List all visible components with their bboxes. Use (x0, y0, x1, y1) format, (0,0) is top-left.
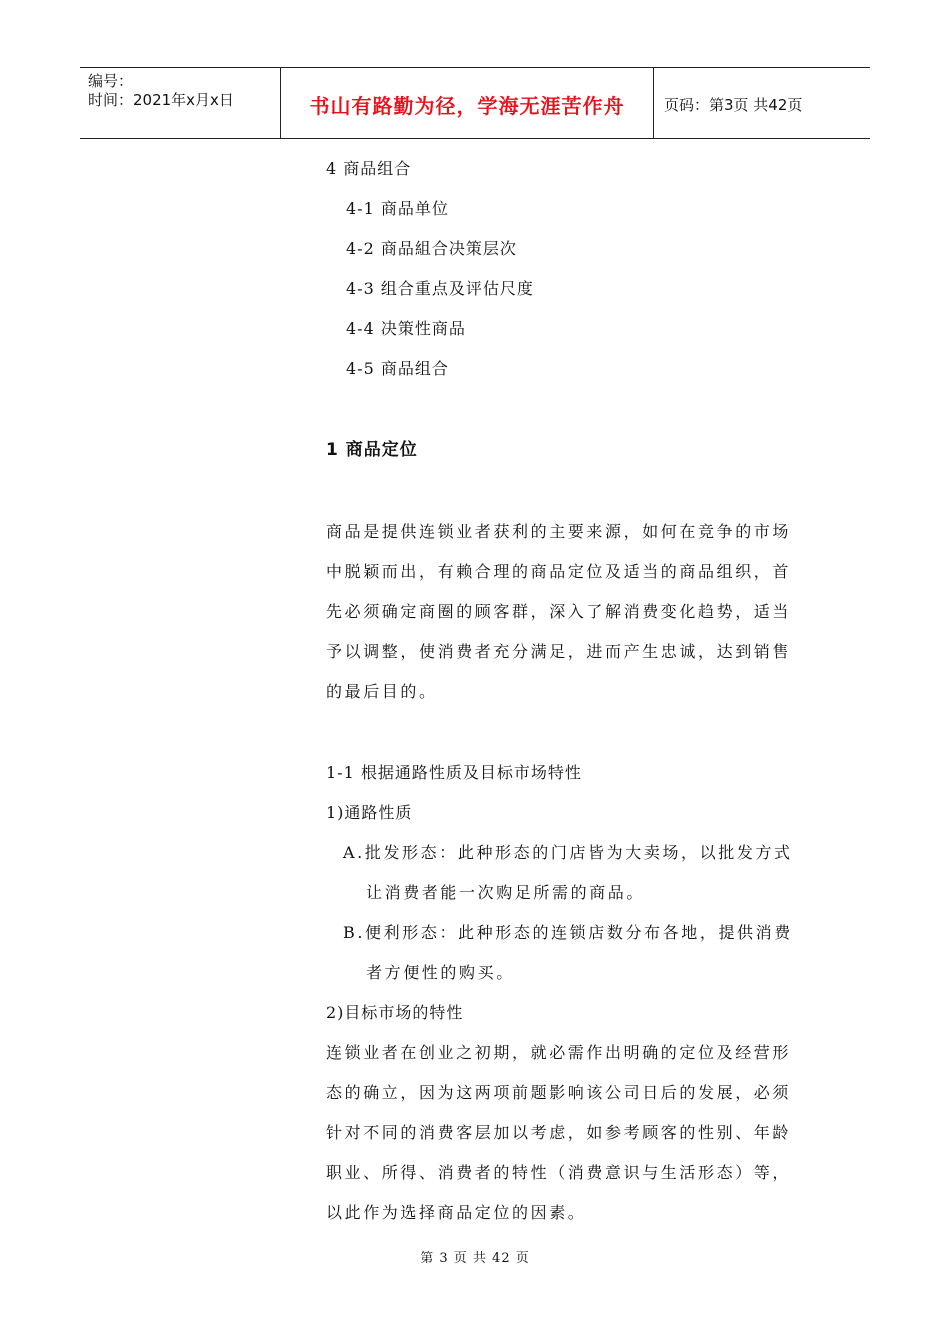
header-slogan: 书山有路勤为径，学海无涯苦作舟 (309, 94, 625, 118)
paragraph-line: 商品是提供连锁业者获利的主要来源，如何在竞争的市场 (326, 522, 792, 541)
toc-item: 4-1 商品单位 (346, 199, 449, 218)
header-slogan-cell (280, 68, 654, 138)
header-page-info: 页码：第3页 共42页 (664, 96, 803, 114)
toc-item: 4-4 决策性商品 (346, 319, 466, 338)
paragraph-line: 中脱颖而出，有赖合理的商品定位及适当的商品组织，首 (326, 562, 792, 581)
document-date-label: 时间：2021年x月x日 (88, 91, 234, 109)
market-title: 2)目标市场的特性 (326, 1003, 464, 1022)
header-page-cell (654, 68, 870, 138)
list-item-a-continued: 让消费者能一次购足所需的商品。 (366, 883, 646, 902)
paragraph-line: 态的确立，因为这两项前题影响该公司日后的发展，必须 (326, 1083, 792, 1102)
channel-title: 1)通路性质 (326, 803, 413, 822)
paragraph-line: 职业、所得、消费者的特性（消费意识与生活形态）等， (326, 1163, 792, 1182)
toc-item: 4-2 商品組合决策层次 (346, 239, 517, 258)
document-number-label: 编号： (88, 72, 134, 90)
paragraph-line: 针对不同的消费客层加以考虑，如参考顾客的性别、年龄 (326, 1123, 792, 1142)
toc-item: 4-5 商品组合 (346, 359, 449, 378)
paragraph-line: 先必须确定商圈的顾客群，深入了解消费变化趋势，适当 (326, 602, 792, 621)
document-header (80, 67, 870, 139)
subsection-heading: 1-1 根据通路性质及目标市场特性 (326, 763, 582, 782)
page-footer: 第 3 页 共 42 页 (420, 1251, 530, 1266)
paragraph-line: 的最后目的。 (326, 682, 438, 701)
paragraph-line: 予以调整，使消费者充分满足，进而产生忠诚，达到销售 (326, 642, 792, 661)
list-item-b-continued: 者方便性的购买。 (366, 963, 515, 982)
section-heading: 1 商品定位 (326, 440, 418, 460)
header-meta-cell (80, 68, 280, 138)
list-item-b: B.便利形态：此种形态的连锁店数分布各地，提供消费 (343, 923, 793, 942)
toc-section: 4 商品组合 (326, 159, 412, 178)
list-item-a: A.批发形态：此种形态的门店皆为大卖场，以批发方式 (343, 843, 793, 862)
paragraph-line: 连锁业者在创业之初期，就必需作出明确的定位及经营形 (326, 1043, 792, 1062)
paragraph-line: 以此作为选择商品定位的因素。 (326, 1203, 587, 1222)
toc-item: 4-3 组合重点及评估尺度 (346, 279, 534, 298)
